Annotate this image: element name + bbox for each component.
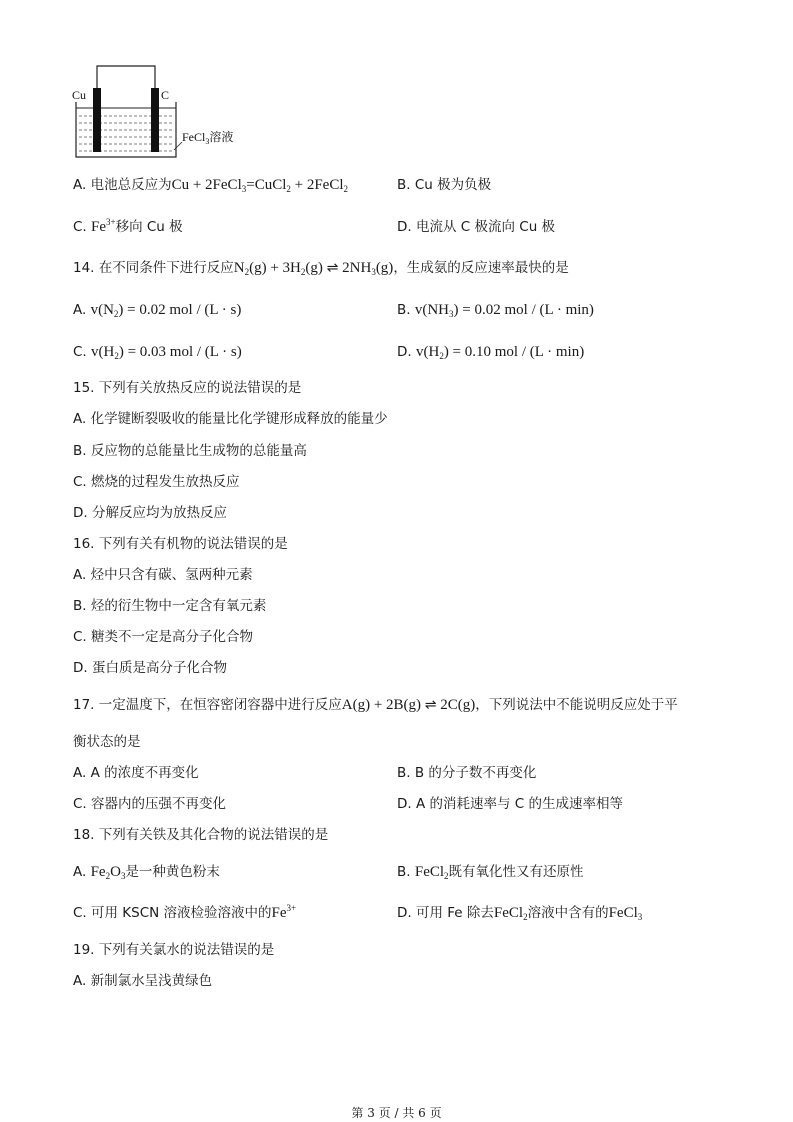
solution-label: FeCl$_3$溶液	[182, 130, 234, 146]
q19-stem: 19. 下列有关氯水的说法错误的是	[73, 942, 275, 958]
q14-stem: 14. 在不同条件下进行反应$N_2(g) + 3H_2(g)$ ⇌ $2NH_3(g)$，生成氨的反应速率最快的是	[73, 260, 569, 277]
q15-stem: 15. 下列有关放热反应的说法错误的是	[73, 380, 302, 396]
q13-option-d: D. 电流从 C 极流向 Cu 极	[397, 219, 556, 235]
c-electrode-label: C	[161, 88, 170, 102]
q13-option-a: A. 电池总反应为Cu + 2FeCl$_3$=CuCl$_2$ + 2FeCl$_2$	[73, 177, 349, 194]
q18-option-b: B. FeCl$_2$既有氧化性又有还原性	[397, 864, 584, 881]
circuit-wire	[97, 66, 155, 90]
q18-option-c: C. 可用 KSCN 溶液检验溶液中的$Fe^{3+}$	[73, 903, 297, 921]
q16-option-d: D. 蛋白质是高分子化合物	[73, 660, 227, 676]
q17-stem: 17. 一定温度下，在恒容密闭容器中进行反应A(g) + 2B(g) ⇌ 2C(g)，下列说法中不能说明反应处于平	[73, 697, 678, 713]
q17-option-c: C. 容器内的压强不再变化	[73, 796, 227, 812]
q17-option-a: A. A 的浓度不再变化	[73, 765, 199, 781]
q19-option-a: A. 新制氯水呈浅黄绿色	[73, 973, 213, 989]
q14-option-b: B. $v(NH_3) = 0.02$ mol / (L · min)	[397, 302, 594, 319]
q13-option-c: C. $Fe^{3+}$移向 Cu 极	[73, 217, 183, 235]
q16-option-c: C. 糖类不一定是高分子化合物	[73, 629, 254, 645]
q14-option-d: D. $v(H_2) = 0.10$ mol / (L · min)	[397, 344, 585, 361]
label-leader-line	[174, 142, 182, 150]
q18-option-d: D. 可用 Fe 除去FeCl$_2$溶液中含有的FeCl$_3$	[397, 905, 643, 922]
q14-option-a: A. $v(N_2) = 0.02$ mol / (L · s)	[73, 302, 242, 319]
q16-option-b: B. 烃的衍生物中一定含有氧元素	[73, 598, 267, 614]
q15-option-c: C. 燃烧的过程发生放热反应	[73, 474, 240, 490]
q15-option-a: A. 化学键断裂吸收的能量比化学键形成释放的能量少	[73, 411, 388, 427]
q16-option-a: A. 烃中只含有碳、氢两种元素	[73, 567, 253, 583]
equilibrium-arrow: ⇌	[424, 697, 437, 713]
q17-option-b: B. B 的分子数不再变化	[397, 765, 537, 781]
q15-option-b: B. 反应物的总能量比生成物的总能量高	[73, 443, 307, 459]
cu-electrode-label: Cu	[72, 88, 87, 102]
q15-option-d: D. 分解反应均为放热反应	[73, 505, 227, 521]
beaker	[76, 102, 176, 157]
equilibrium-arrow: ⇌	[326, 260, 339, 276]
page-footer: 第 3 页 / 共 6 页	[351, 1106, 442, 1120]
galvanic-cell-diagram	[70, 62, 260, 162]
q17-stem-continued: 衡状态的是	[73, 734, 141, 750]
c-electrode	[151, 88, 159, 152]
cu-electrode	[93, 88, 101, 152]
q14-option-c: C. $v(H_2) = 0.03$ mol / (L · s)	[73, 344, 242, 361]
q13-option-b: B. Cu 极为负极	[397, 177, 492, 193]
q16-stem: 16. 下列有关有机物的说法错误的是	[73, 536, 288, 552]
q17-option-d: D. A 的消耗速率与 C 的生成速率相等	[397, 796, 624, 812]
q18-option-a: A. $Fe_2O_3$是一种黄色粉末	[73, 864, 220, 881]
q18-stem: 18. 下列有关铁及其化合物的说法错误的是	[73, 827, 329, 843]
